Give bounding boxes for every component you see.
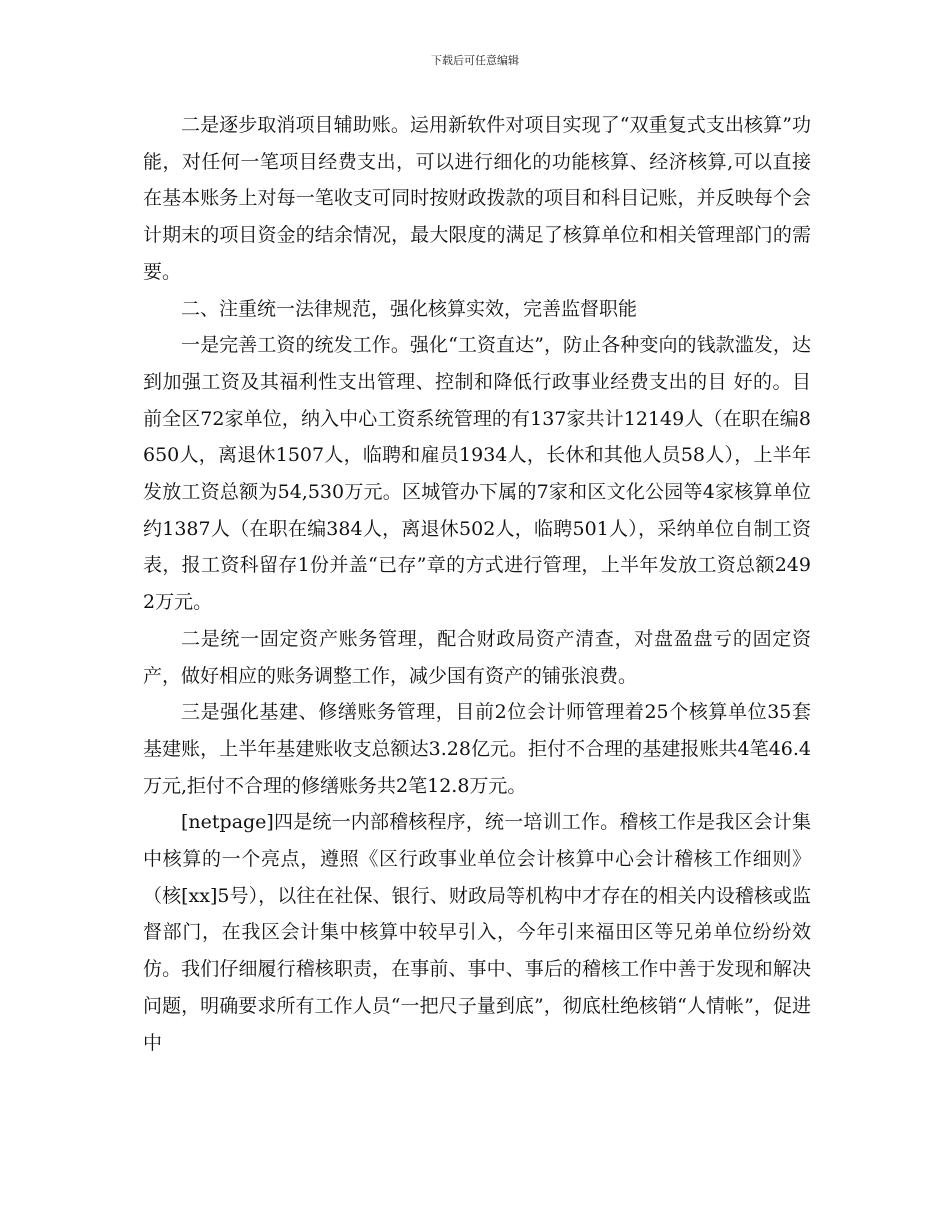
page-header: 下载后可任意编辑 bbox=[431, 54, 519, 67]
paragraph-fixed-assets: 二是统一固定资产账务管理，配合财政局资产清查，对盘盈盘亏的固定资产，做好相应的账务调整工作，减少国有资产的铺张浪费。 bbox=[143, 627, 811, 687]
document-body bbox=[143, 107, 811, 1061]
paragraph-capital-construction: 三是强化基建、修缮账务管理，目前2位会计师管理着25个核算单位35套基建账，上半年基建账收支总额达3.28亿元。拒付不合理的基建报账共4笔46.4万元,拒付不合理的修缮账务共2笔12.8万元。 bbox=[143, 701, 811, 797]
section-heading-two: 二、注重统一法律规范，强化核算实效，完善监督职能 bbox=[181, 297, 638, 320]
paragraph-payroll: 一是完善工资的统发工作。强化“工资直达”，防止各种变向的钱款滥发，达到加强工资及其福利性支出管理、控制和降低行政事业经费支出的目 好的。目前全区72家单位，纳入中心工资系统管理的有137家共计12149人（在职在编8650人，离退休1507人，临聘和雇员1934人，长休和其他人员58人），上半年发放工资总额为54,530万元。区城管办下属的7家和区文化公园等4家核算单位约1387人（在职在编384人，离退休502人，临聘501人），采纳单位自制工资表，报工资科留存1份并盖“已存”章的方式进行管理，上半年发放工资总额2492万元。 bbox=[143, 334, 811, 614]
paragraph-internal-audit: [netpage]四是统一内部稽核程序，统一培训工作。稽核工作是我区会计集中核算的一个亮点，遵照《区行政事业单位会计核算中心会计稽核工作细则》（核[xx]5号），以往在社保、银行、财政局等机构中才存在的相关内设稽核或监督部门，在我区会计集中核算中较早引入，今年引来福田区等兄弟单位纷纷效仿。我们仔细履行稽核职责，在事前、事中、事后的稽核工作中善于发现和解决问题，明确要求所有工作人员“一把尺子量到底”，彻底杜绝核销“人情帐”，促进中 bbox=[143, 811, 811, 1054]
paragraph-project-ledger: 二是逐步取消项目辅助账。运用新软件对项目实现了“双重复式支出核算”功能，对任何一笔项目经费支出，可以进行细化的功能核算、经济核算,可以直接在基本账务上对每一笔收支可同时按财政拨款的项目和科目记账，并反映每个会计期末的项目资金的结余情况，最大限度的满足了核算单位和相关管理部门的需要。 bbox=[143, 114, 811, 283]
